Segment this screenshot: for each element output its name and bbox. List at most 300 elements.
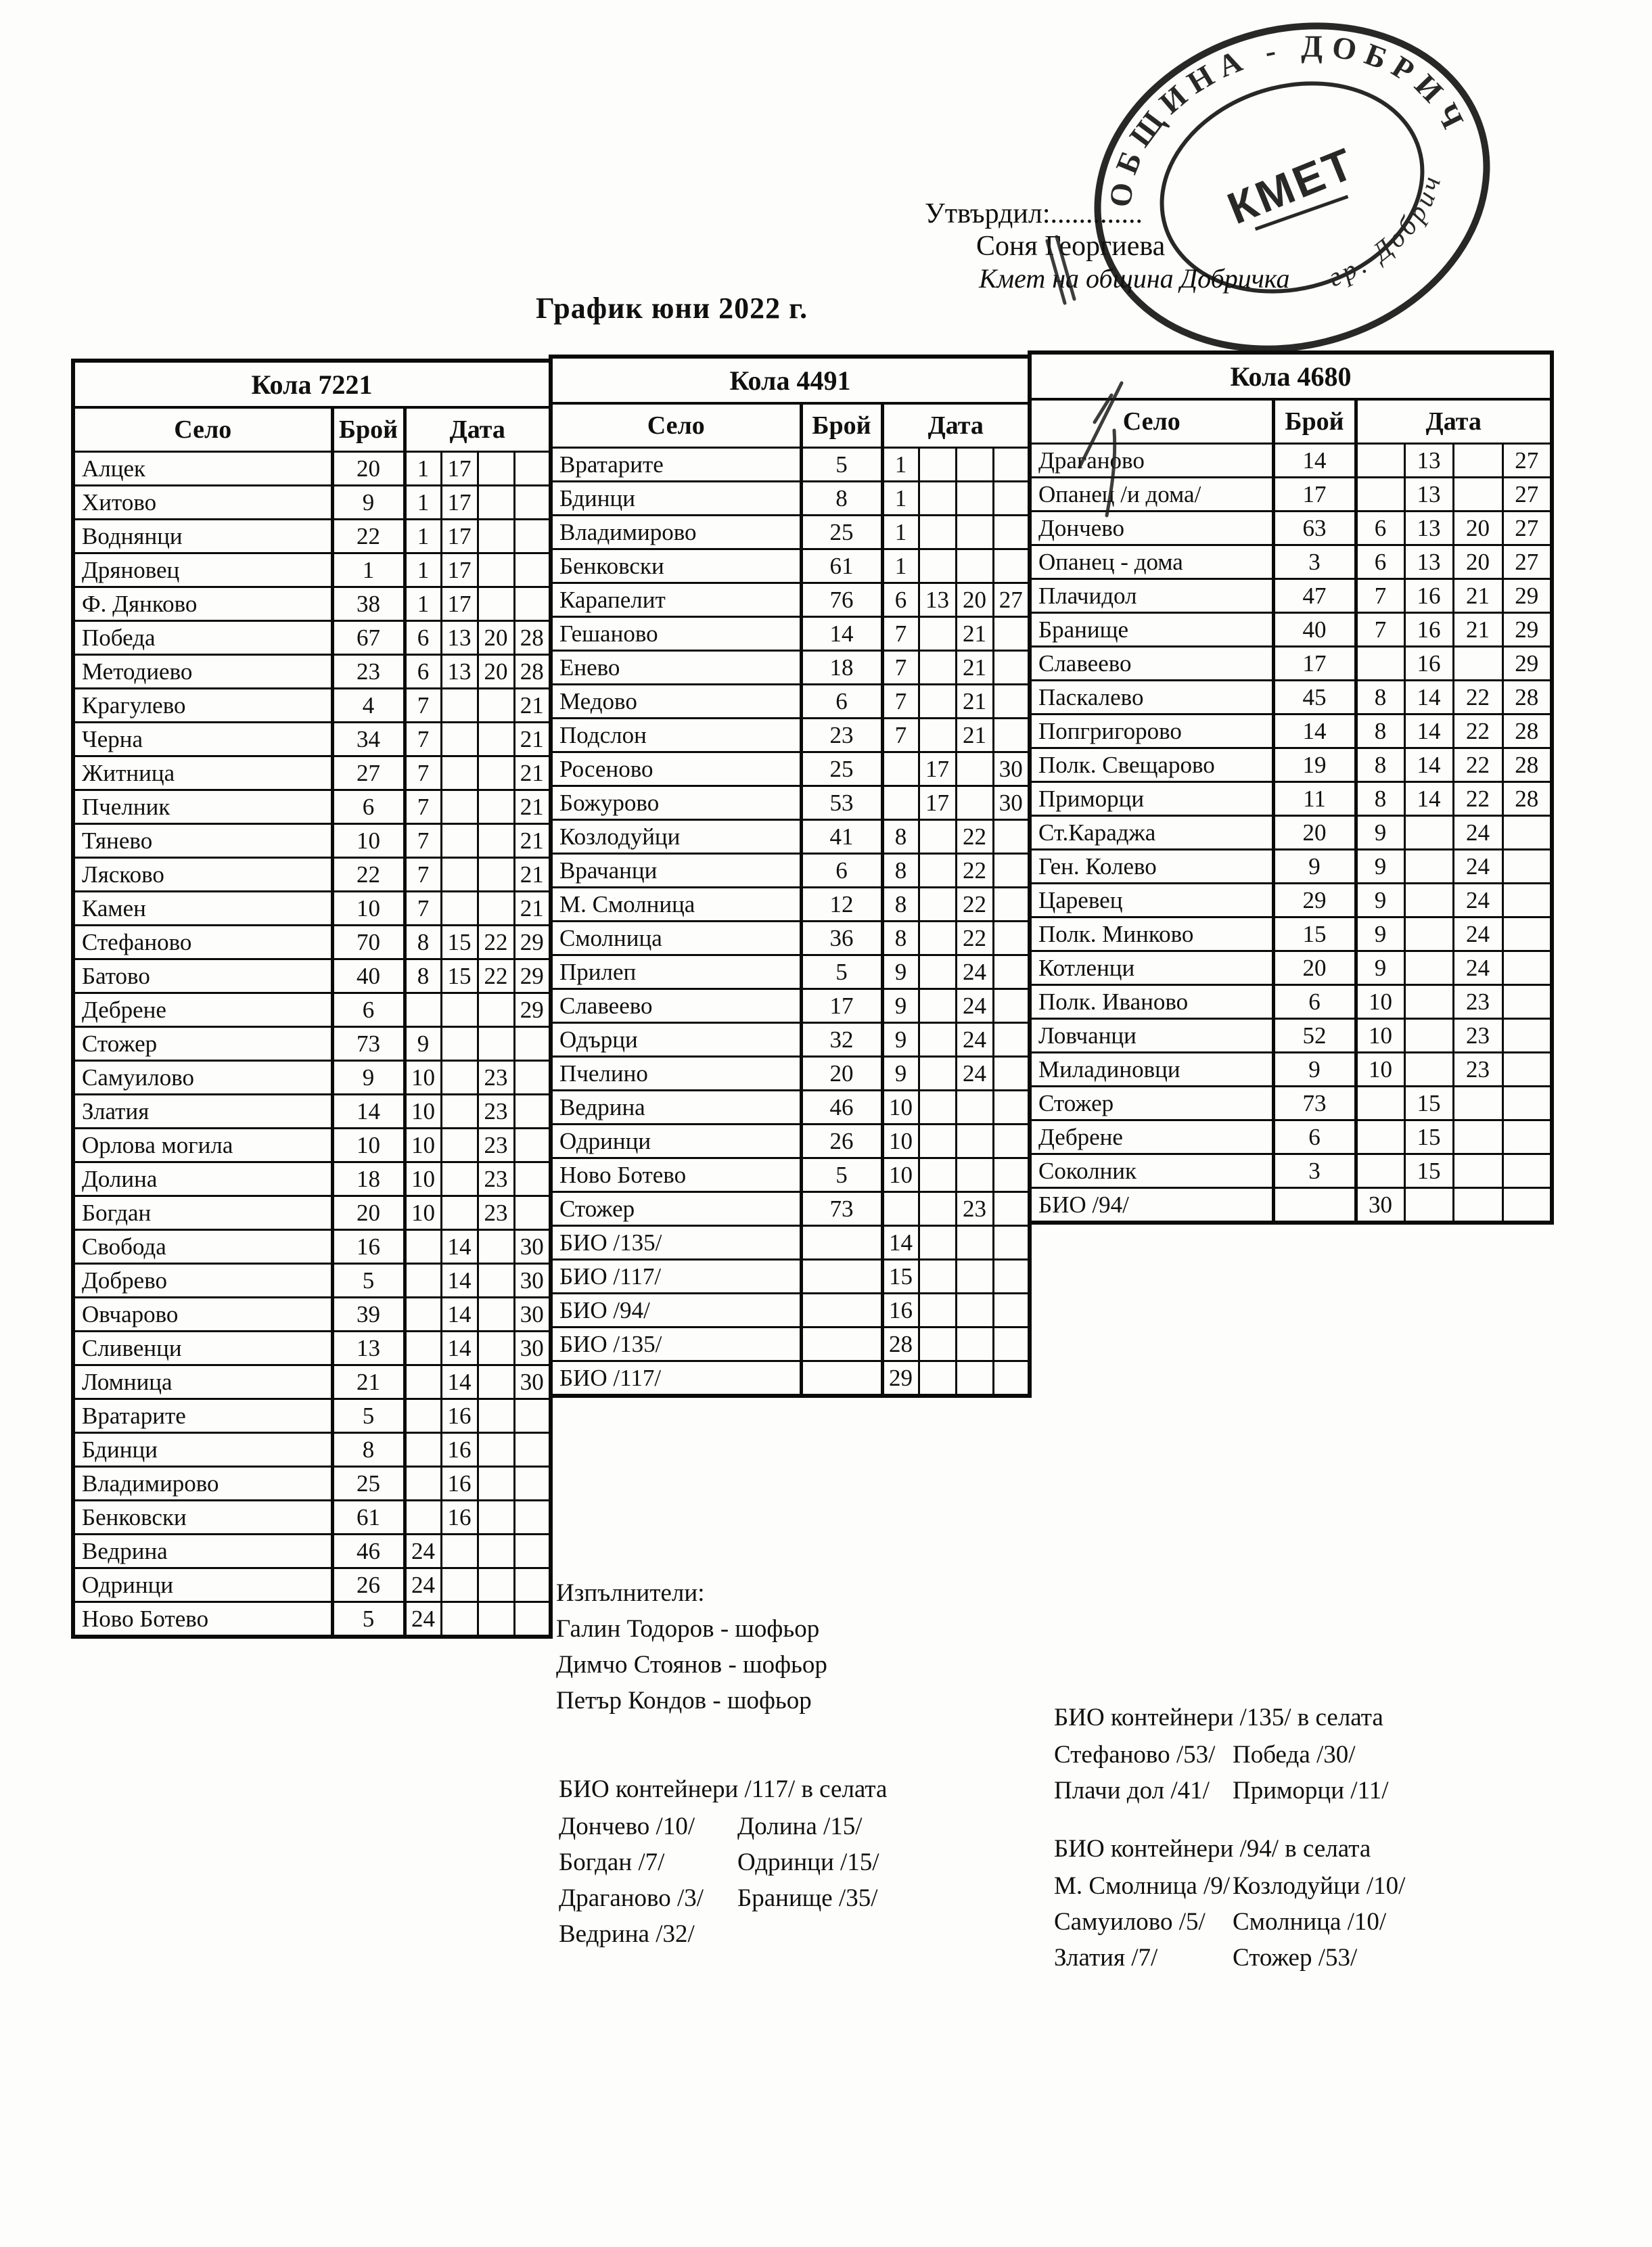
count-cell: 14 xyxy=(801,617,882,651)
village-cell: Богдан xyxy=(73,1196,332,1230)
municipality-stamp xyxy=(1072,8,1519,373)
village-cell: Подслон xyxy=(551,719,801,752)
date-cell: 13 xyxy=(441,655,478,689)
count-cell xyxy=(801,1361,882,1397)
count-cell: 10 xyxy=(332,892,405,926)
date-cell xyxy=(478,858,514,892)
date-cell xyxy=(919,685,956,719)
table-row xyxy=(73,452,551,486)
date-cell: 21 xyxy=(956,719,993,752)
executor-line: Петър Кондов - шофьор xyxy=(556,1687,812,1715)
date-cell: 7 xyxy=(882,651,919,685)
date-cell: 7 xyxy=(882,617,919,651)
village-cell: Владимирово xyxy=(551,516,801,549)
date-cell xyxy=(441,1535,478,1568)
count-cell: 14 xyxy=(1273,444,1356,478)
date-cell: 8 xyxy=(1356,681,1404,714)
date-cell: 8 xyxy=(882,922,919,955)
village-cell: Стожер xyxy=(1030,1087,1273,1120)
date-cell xyxy=(1502,1019,1552,1053)
village-cell: Алцек xyxy=(73,452,332,486)
table-row xyxy=(73,655,551,689)
count-cell: 26 xyxy=(801,1125,882,1158)
village-cell: БИО /135/ xyxy=(551,1327,801,1361)
date-cell xyxy=(919,1226,956,1260)
bio-line: Плачи дол /41/ xyxy=(1054,1777,1210,1805)
date-cell: 24 xyxy=(956,955,993,989)
date-cell: 22 xyxy=(1453,748,1502,782)
stamp-center-text: КМЕТ xyxy=(1220,137,1362,234)
village-cell: Опанец /и дома/ xyxy=(1030,478,1273,512)
count-cell: 5 xyxy=(801,955,882,989)
date-cell: 15 xyxy=(1404,1120,1453,1154)
village-cell: Стефаново xyxy=(73,926,332,959)
count-cell: 17 xyxy=(801,989,882,1023)
count-cell xyxy=(801,1260,882,1294)
date-cell xyxy=(919,989,956,1023)
date-cell: 23 xyxy=(478,1129,514,1162)
date-cell: 1 xyxy=(405,553,441,587)
date-cell: 30 xyxy=(993,752,1030,786)
table-row xyxy=(551,989,1030,1023)
date-cell xyxy=(405,1467,441,1501)
table-row xyxy=(73,756,551,790)
date-cell: 15 xyxy=(441,926,478,959)
date-cell: 10 xyxy=(405,1129,441,1162)
date-cell xyxy=(993,651,1030,685)
date-cell xyxy=(478,1568,514,1602)
date-cell xyxy=(919,955,956,989)
date-cell: 23 xyxy=(478,1196,514,1230)
count-cell: 20 xyxy=(1273,951,1356,985)
village-cell: Камен xyxy=(73,892,332,926)
date-cell xyxy=(441,1129,478,1162)
count-cell: 61 xyxy=(801,549,882,583)
date-cell xyxy=(993,989,1030,1023)
date-cell: 24 xyxy=(1453,951,1502,985)
count-cell: 26 xyxy=(332,1568,405,1602)
date-cell xyxy=(919,1327,956,1361)
count-cell: 9 xyxy=(1273,850,1356,884)
count-cell: 6 xyxy=(1273,985,1356,1019)
village-cell: Славеево xyxy=(551,989,801,1023)
date-cell: 24 xyxy=(1453,884,1502,917)
date-cell xyxy=(956,1125,993,1158)
date-cell xyxy=(1502,1087,1552,1120)
date-cell: 7 xyxy=(405,858,441,892)
table-row xyxy=(73,824,551,858)
date-cell: 9 xyxy=(1356,884,1404,917)
bio-line: Богдан /7/ xyxy=(559,1848,665,1876)
date-cell xyxy=(993,1023,1030,1057)
date-cell xyxy=(405,1332,441,1365)
count-cell: 25 xyxy=(801,752,882,786)
date-cell xyxy=(919,617,956,651)
date-cell: 16 xyxy=(1404,579,1453,613)
date-cell: 30 xyxy=(514,1264,551,1298)
date-cell xyxy=(919,1260,956,1294)
date-cell: 27 xyxy=(993,583,1030,617)
date-cell xyxy=(993,685,1030,719)
date-cell: 21 xyxy=(1453,579,1502,613)
table-row xyxy=(73,1264,551,1298)
date-cell: 22 xyxy=(956,854,993,888)
date-cell: 21 xyxy=(1453,613,1502,647)
table-row xyxy=(551,685,1030,719)
date-cell: 1 xyxy=(882,482,919,516)
table-row xyxy=(551,549,1030,583)
date-cell xyxy=(1453,444,1502,478)
date-cell xyxy=(993,1158,1030,1192)
date-cell: 6 xyxy=(1356,512,1404,545)
table-row xyxy=(551,1361,1030,1397)
date-cell xyxy=(919,482,956,516)
date-cell xyxy=(514,520,551,553)
schedule-table-kola-4491 xyxy=(549,355,1032,1398)
date-cell xyxy=(514,486,551,520)
village-cell: Ст.Караджа xyxy=(1030,816,1273,850)
count-cell: 20 xyxy=(1273,816,1356,850)
village-cell: Батово xyxy=(73,959,332,993)
date-cell: 1 xyxy=(882,516,919,549)
date-cell: 13 xyxy=(1404,444,1453,478)
date-cell xyxy=(478,1230,514,1264)
date-cell: 8 xyxy=(882,820,919,854)
approver-name: Соня Георгиева xyxy=(976,231,1166,262)
date-cell xyxy=(993,1125,1030,1158)
village-cell: Воднянци xyxy=(73,520,332,553)
date-cell: 17 xyxy=(441,520,478,553)
bio-line: Бранище /35/ xyxy=(737,1884,878,1912)
date-cell: 9 xyxy=(1356,951,1404,985)
date-cell: 17 xyxy=(919,752,956,786)
table-row xyxy=(551,448,1030,482)
village-cell: Славеево xyxy=(1030,647,1273,681)
date-cell: 16 xyxy=(441,1399,478,1433)
date-cell xyxy=(919,719,956,752)
count-cell: 8 xyxy=(332,1433,405,1467)
date-cell xyxy=(405,1433,441,1467)
date-cell: 22 xyxy=(478,959,514,993)
date-cell xyxy=(1453,647,1502,681)
date-cell: 10 xyxy=(882,1158,919,1192)
date-cell xyxy=(1453,1154,1502,1188)
date-cell: 24 xyxy=(405,1602,441,1637)
date-cell: 8 xyxy=(405,959,441,993)
table-row xyxy=(1030,545,1552,579)
table-row xyxy=(551,955,1030,989)
date-cell xyxy=(405,1365,441,1399)
date-cell: 21 xyxy=(514,689,551,723)
date-cell xyxy=(993,1192,1030,1226)
village-cell: Вратарите xyxy=(73,1399,332,1433)
date-cell xyxy=(514,587,551,621)
date-cell xyxy=(441,824,478,858)
date-cell xyxy=(514,1467,551,1501)
village-cell: Орлова могила xyxy=(73,1129,332,1162)
village-cell: Полк. Свещарово xyxy=(1030,748,1273,782)
date-cell: 13 xyxy=(1404,478,1453,512)
date-cell: 30 xyxy=(514,1298,551,1332)
header-count: Брой xyxy=(332,407,405,452)
count-cell: 15 xyxy=(1273,917,1356,951)
table-row xyxy=(1030,1120,1552,1154)
table-row xyxy=(551,1294,1030,1327)
village-cell: Опанец - дома xyxy=(1030,545,1273,579)
header-count: Брой xyxy=(1273,399,1356,444)
table-row xyxy=(551,482,1030,516)
date-cell xyxy=(514,553,551,587)
date-cell xyxy=(956,516,993,549)
date-cell xyxy=(441,1095,478,1129)
table-row xyxy=(73,1162,551,1196)
table-row xyxy=(73,1332,551,1365)
village-cell: Карапелит xyxy=(551,583,801,617)
date-cell: 7 xyxy=(405,824,441,858)
count-cell: 46 xyxy=(332,1535,405,1568)
date-cell xyxy=(514,1162,551,1196)
date-cell: 10 xyxy=(1356,1019,1404,1053)
count-cell: 5 xyxy=(332,1399,405,1433)
date-cell xyxy=(441,892,478,926)
date-cell: 28 xyxy=(1502,748,1552,782)
date-cell xyxy=(993,482,1030,516)
bio-block-117 xyxy=(559,1771,887,1952)
date-cell xyxy=(1502,884,1552,917)
date-cell: 17 xyxy=(919,786,956,820)
date-cell xyxy=(478,1399,514,1433)
date-cell: 13 xyxy=(441,621,478,655)
date-cell: 10 xyxy=(405,1196,441,1230)
date-cell xyxy=(441,723,478,756)
approver-role: Кмет на община Добричка xyxy=(979,263,1290,294)
date-cell xyxy=(919,922,956,955)
date-cell: 22 xyxy=(1453,714,1502,748)
count-cell: 76 xyxy=(801,583,882,617)
table-row xyxy=(551,583,1030,617)
count-cell: 3 xyxy=(1273,545,1356,579)
date-cell: 15 xyxy=(441,959,478,993)
date-cell xyxy=(514,1061,551,1095)
bio-heading: БИО контейнери /94/ в селата xyxy=(1054,1835,1371,1863)
date-cell xyxy=(1404,850,1453,884)
date-cell xyxy=(405,1501,441,1535)
date-cell xyxy=(1502,1053,1552,1087)
village-cell: М. Смолница xyxy=(551,888,801,922)
approval-block xyxy=(925,198,1290,294)
bio-line: Стожер /53/ xyxy=(1233,1944,1358,1972)
table-row xyxy=(73,1399,551,1433)
village-cell: Пчелник xyxy=(73,790,332,824)
date-cell: 8 xyxy=(882,854,919,888)
date-cell xyxy=(478,1264,514,1298)
bio-line: Златия /7/ xyxy=(1054,1944,1158,1972)
village-cell: Одринци xyxy=(73,1568,332,1602)
date-cell xyxy=(1502,816,1552,850)
date-cell xyxy=(956,786,993,820)
village-cell: БИО /117/ xyxy=(551,1361,801,1397)
count-cell: 19 xyxy=(1273,748,1356,782)
count-cell: 6 xyxy=(801,854,882,888)
date-cell: 9 xyxy=(882,1057,919,1091)
date-cell: 17 xyxy=(441,553,478,587)
count-cell: 22 xyxy=(332,520,405,553)
date-cell: 23 xyxy=(1453,1019,1502,1053)
village-cell: Бранище xyxy=(1030,613,1273,647)
date-cell xyxy=(478,824,514,858)
date-cell: 9 xyxy=(405,1027,441,1061)
date-cell: 21 xyxy=(956,651,993,685)
village-cell: Златия xyxy=(73,1095,332,1129)
date-cell xyxy=(478,1535,514,1568)
date-cell xyxy=(919,651,956,685)
date-cell xyxy=(919,1192,956,1226)
date-cell: 13 xyxy=(1404,545,1453,579)
date-cell: 21 xyxy=(514,790,551,824)
village-cell: Лясково xyxy=(73,858,332,892)
date-cell xyxy=(956,1327,993,1361)
date-cell: 29 xyxy=(1502,579,1552,613)
village-cell: Божурово xyxy=(551,786,801,820)
date-cell xyxy=(993,1327,1030,1361)
bio-line: Стефаново /53/ xyxy=(1054,1741,1216,1769)
date-cell: 22 xyxy=(478,926,514,959)
table-row xyxy=(551,516,1030,549)
date-cell xyxy=(882,1192,919,1226)
table-row xyxy=(73,689,551,723)
count-cell: 3 xyxy=(1273,1154,1356,1188)
date-cell: 17 xyxy=(441,486,478,520)
date-cell: 7 xyxy=(1356,579,1404,613)
bio-line: Дончево /10/ xyxy=(559,1813,695,1840)
date-cell xyxy=(956,1294,993,1327)
date-cell xyxy=(919,1158,956,1192)
table-row xyxy=(551,651,1030,685)
table-row xyxy=(73,1365,551,1399)
village-cell: Победа xyxy=(73,621,332,655)
date-cell xyxy=(919,1023,956,1057)
table-row xyxy=(73,587,551,621)
schedule-table-kola-4680 xyxy=(1028,350,1554,1225)
count-cell xyxy=(801,1226,882,1260)
table-row xyxy=(1030,816,1552,850)
date-cell: 16 xyxy=(441,1433,478,1467)
date-cell xyxy=(1502,850,1552,884)
village-cell: БИО /94/ xyxy=(551,1294,801,1327)
table-row xyxy=(1030,478,1552,512)
date-cell: 1 xyxy=(405,587,441,621)
village-cell: Стожер xyxy=(73,1027,332,1061)
stamp-ring-text-bottom: гр. Добрич xyxy=(1324,169,1448,293)
village-cell: Приморци xyxy=(1030,782,1273,816)
count-cell xyxy=(801,1327,882,1361)
table-row xyxy=(551,1327,1030,1361)
village-cell: Вратарите xyxy=(551,448,801,482)
date-cell xyxy=(514,1399,551,1433)
village-cell: Бдинци xyxy=(73,1433,332,1467)
date-cell: 24 xyxy=(405,1535,441,1568)
count-cell: 20 xyxy=(332,1196,405,1230)
date-cell: 1 xyxy=(405,520,441,553)
date-cell: 24 xyxy=(956,1057,993,1091)
table-row xyxy=(73,892,551,926)
date-cell xyxy=(1356,444,1404,478)
village-cell: Хитово xyxy=(73,486,332,520)
count-cell: 38 xyxy=(332,587,405,621)
date-cell: 21 xyxy=(956,685,993,719)
date-cell: 23 xyxy=(478,1162,514,1196)
date-cell xyxy=(514,1568,551,1602)
date-cell: 21 xyxy=(956,617,993,651)
table-row xyxy=(73,553,551,587)
date-cell: 6 xyxy=(1356,545,1404,579)
date-cell: 7 xyxy=(405,723,441,756)
count-cell: 13 xyxy=(332,1332,405,1365)
date-cell xyxy=(956,1361,993,1397)
date-cell xyxy=(514,1602,551,1637)
bio-block-94 xyxy=(1054,1831,1405,1976)
table-row xyxy=(1030,782,1552,816)
bio-line: Смолница /10/ xyxy=(1233,1908,1387,1936)
date-cell: 7 xyxy=(405,790,441,824)
table-row xyxy=(73,1027,551,1061)
date-cell xyxy=(993,617,1030,651)
date-cell: 17 xyxy=(441,587,478,621)
date-cell: 21 xyxy=(514,756,551,790)
date-cell xyxy=(514,452,551,486)
village-cell: Дончево xyxy=(1030,512,1273,545)
count-cell: 41 xyxy=(801,820,882,854)
count-cell: 22 xyxy=(332,858,405,892)
date-cell xyxy=(919,820,956,854)
date-cell xyxy=(993,516,1030,549)
count-cell: 9 xyxy=(332,1061,405,1095)
count-cell: 20 xyxy=(801,1057,882,1091)
date-cell: 23 xyxy=(1453,1053,1502,1087)
date-cell: 14 xyxy=(1404,714,1453,748)
table-row xyxy=(73,790,551,824)
count-cell: 40 xyxy=(1273,613,1356,647)
table-row xyxy=(73,520,551,553)
village-cell: Енево xyxy=(551,651,801,685)
date-cell: 22 xyxy=(956,922,993,955)
date-cell: 10 xyxy=(405,1061,441,1095)
date-cell: 1 xyxy=(405,452,441,486)
date-cell: 27 xyxy=(1502,444,1552,478)
table-row xyxy=(551,854,1030,888)
date-cell: 28 xyxy=(1502,782,1552,816)
count-cell: 5 xyxy=(801,448,882,482)
date-cell: 20 xyxy=(1453,545,1502,579)
date-cell xyxy=(478,689,514,723)
village-cell: Ведрина xyxy=(551,1091,801,1125)
date-cell: 14 xyxy=(1404,782,1453,816)
date-cell xyxy=(919,888,956,922)
date-cell xyxy=(1502,985,1552,1019)
date-cell: 27 xyxy=(1502,478,1552,512)
date-cell: 8 xyxy=(405,926,441,959)
date-cell xyxy=(1356,1087,1404,1120)
table-title: Кола 4491 xyxy=(551,357,1030,403)
date-cell xyxy=(441,689,478,723)
village-cell: Одърци xyxy=(551,1023,801,1057)
date-cell xyxy=(514,1535,551,1568)
village-cell: Методиево xyxy=(73,655,332,689)
date-cell xyxy=(993,1361,1030,1397)
date-cell xyxy=(441,993,478,1027)
date-cell xyxy=(405,993,441,1027)
table-row xyxy=(551,1091,1030,1125)
